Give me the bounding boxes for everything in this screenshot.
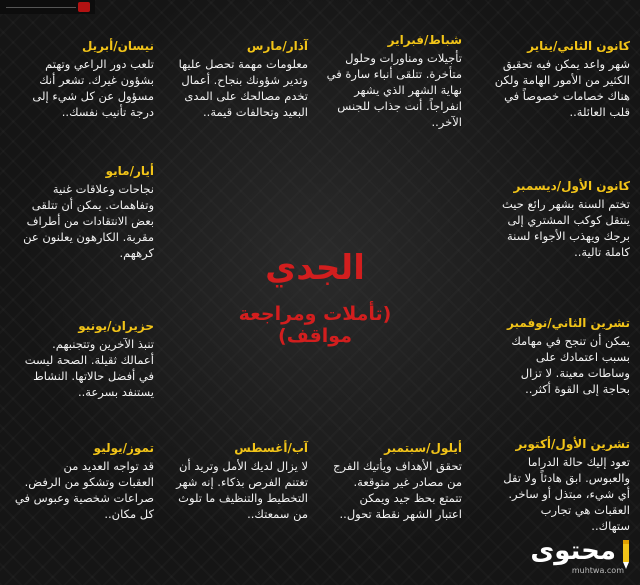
month-block-may	[9, 163, 154, 261]
month-heading: نيسان/أبريل	[81, 39, 154, 53]
top-bar-mark	[78, 2, 90, 12]
month-text: تختم السنة بشهر رائع حيث ينتقل كوكب المشتري إلى برجك ويهذب الأجواء لسنة كاملة تالية..	[501, 197, 630, 259]
month-block-nov	[465, 315, 630, 397]
top-bar	[0, 0, 95, 14]
month-heading: حزيران/يونيو	[78, 319, 154, 333]
month-heading: أيلول/سبتمبر	[384, 441, 462, 455]
month-heading: تموز/يوليو	[93, 441, 154, 455]
month-heading: كانون الأول/ديسمبر	[513, 179, 630, 193]
month-text: قد تواجه العديد من العقبات وتشكو من الرفض. صراعات شخصية وعبوس في كل مكان..	[14, 459, 154, 521]
month-text: تنبذ الآخرين وتتجنبهم. أعمالك ثقيلة. الصحة ليست في أفضل حالاتها. النشاط يستنفد بسرعة..	[24, 337, 154, 399]
month-text: تأجيلات ومناورات وحلول متأخرة. تتلقى أنباء سارة في نهاية الشهر الذي يشهر انفراجاً. أنت جذاب للجنس الآخر..	[326, 51, 462, 129]
month-block-dec	[465, 178, 630, 260]
month-block-oct	[465, 436, 630, 534]
month-block-jun	[9, 318, 154, 400]
sign-subtitle: (تأملات ومراجعة مواقف)	[238, 303, 392, 347]
month-block-mar	[158, 38, 308, 120]
month-text: يمكن أن تنجح في مهامك بسبب اعتمادك على وساطات معينة. لا تزال بحاجة إلى القوة أكثر..	[511, 334, 630, 396]
month-text: معلومات مهمة تحصل عليها وتدير شؤونك بنجاح. أعمال تخدم مصالحك على المدى البعيد وتحالفات قيمة..	[178, 57, 308, 119]
logo-domain: muhtwa.com	[571, 566, 624, 575]
month-block-sep	[312, 440, 462, 522]
month-heading: أيار/مايو	[105, 164, 154, 178]
month-text: تلعب دور الراعي وتهتم بشؤون غيرك. تشعر أنك مسؤول عن كل شيء إلى درجة تأنيب نفسك..	[32, 57, 154, 119]
month-heading: شباط/فبراير	[387, 33, 462, 47]
month-text: تحقق الأهداف ويأتيك الفرج من مصادر غير متوقعة. تتمتع بحظ جيد ويمكن اعتبار الشهر نقطة تحول..	[333, 459, 462, 521]
month-block-feb	[312, 32, 462, 130]
month-heading: تشرين الثاني/نوفمبر	[506, 316, 630, 330]
month-block-jan	[465, 38, 630, 120]
month-text: نجاحات وعلاقات غنية وتفاهمات. يمكن أن تتلقى بعض الانتقادات من أطراف مقربة. الكارهون يعلنون عن كرههم.	[23, 182, 154, 260]
month-heading: كانون الثاني/يناير	[527, 39, 630, 53]
month-text: شهر واعد يمكن فيه تحقيق الكثير من الأمور الهامة ولكن هناك خصامات خصوصاً في قلب العائلة..	[494, 57, 630, 119]
site-logo	[530, 536, 634, 580]
month-text: لا يزال لديك الأمل وتريد أن تغتنم الفرص بذكاء. إنه شهر التخطيط والتنظيف ما تلوث من سمعتك..	[176, 459, 308, 521]
month-heading: تشرين الأول/أكتوبر	[515, 437, 630, 451]
month-block-apr	[9, 38, 154, 120]
logo-text: محتوى	[530, 536, 616, 566]
month-block-aug	[158, 440, 308, 522]
month-text: تعود إليك حالة الدراما والعبوس. ابق هادئاً ولا تقل أي شيء، مبتذل أو ساخر. العقبات هي تجارب ستهاك..	[503, 455, 630, 533]
month-block-jul	[9, 440, 154, 522]
sign-title: الجدي	[265, 248, 365, 288]
month-heading: آب/أغسطس	[234, 441, 308, 455]
top-bar-line	[6, 7, 76, 8]
month-heading: آذار/مارس	[246, 39, 308, 53]
